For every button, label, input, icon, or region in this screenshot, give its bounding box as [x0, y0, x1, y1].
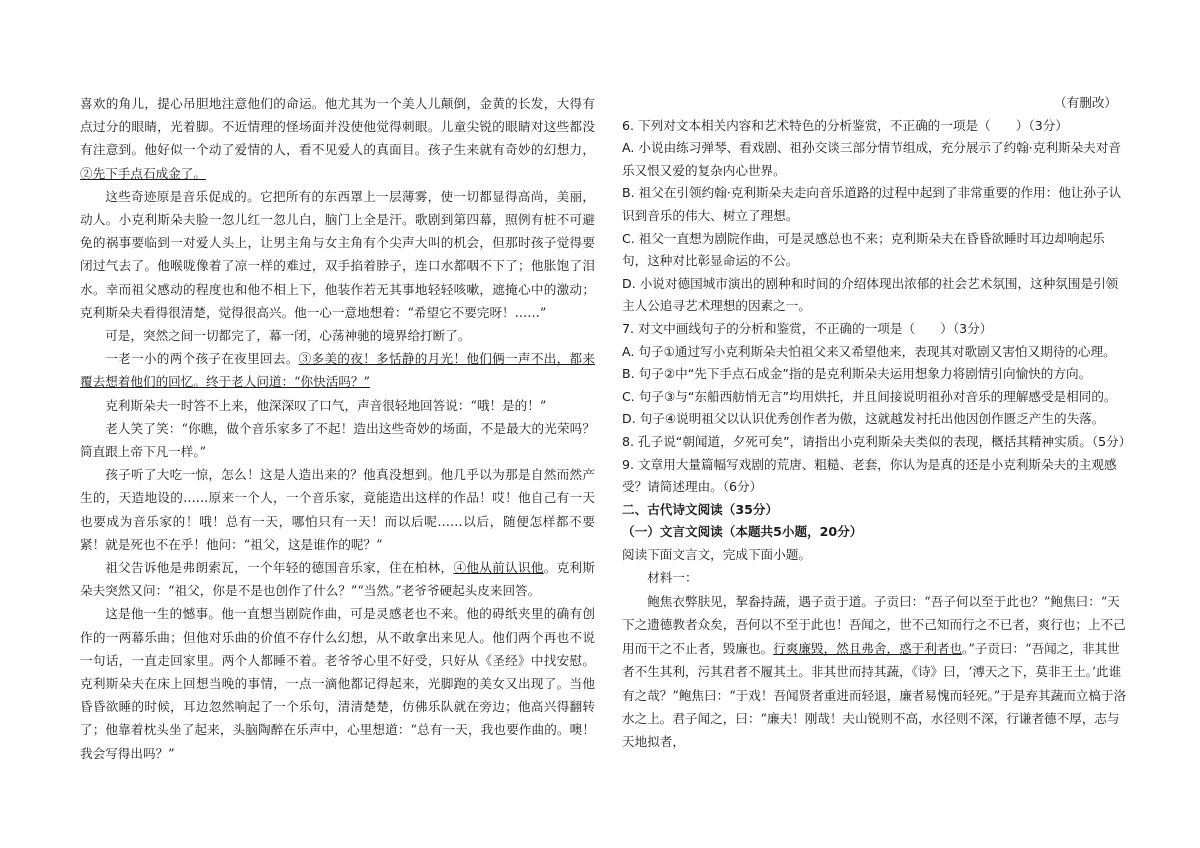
question-8: 8. 孔子说“朝闻道，夕死可矣”，请指出小克利斯朵夫类似的表现，概括其精神实质。（5分） — [622, 433, 1132, 449]
underlined-sentence-2: ②先下手点石成金了。 — [80, 165, 206, 181]
section-heading: 二、古代诗文阅读（35分） — [622, 501, 779, 517]
material-one-text: 鲍焦衣弊肤见，挈畚持蔬，遇子贡于道。子贡曰：“吾子何以至于此也？”鲍焦曰：“天下之遗德教者众矣，吾何以不至于此也！吾闻之，世不己知而行之不已者，爽行也；上不己用而干之不止者，毁廉也。行爽廉毁，然且弗舍，惑于利者也。”子贡曰：“吾闻之，非其世者不生其利，污其君者不履其土。非其世而持其蔬，《诗》曰，‘溥天之下，莫非王土。’此谁有之哉？”鲍焦曰：“于戏！吾闻贤者重进而轻退，廉者易愧而轻死。”于是弃其蔬而立槁于洛水之上。君子闻之，曰：“廉夫！刚哉！夫山锐则不高，水径则不深，行谦者德不厚，志与天地拟者， — [622, 593, 1127, 750]
question-6-option-d: D. 小说对德国城市演出的剧种和时间的介绍体现出浓郁的社会艺术氛围，这种氛围是引领主人公追寻艺术理想的因素之一。 — [622, 275, 1119, 314]
underlined-classical-sentence: 行爽廉毁，然且弗舍，惑于利者也 — [773, 640, 963, 656]
right-column — [622, 92, 1132, 754]
paragraph-9: 这是他一生的憾事。他一直想当剧院作曲，可是灵感老也不来。他的碍纸夹里的确有创作的一两幕乐曲；但他对乐曲的价值不存什么幻想，从不敢拿出来见人。他们两个再也不说一句话，一直走回家里。两个人都睡不着。老爷爷心里不好受，只好从《圣经》中找安慰。克利斯朵夫在床上回想当晚的事情，一点一滴他都记得起来，光脚跑的美女又出现了。当他昏昏欲睡的时候，耳边忽然响起了一个乐句，清清楚楚，仿佛乐队就在旁边；他高兴得翻转了；他靠着枕头坐了起来，头脑陶醉在乐声中，心里想道：“总有一天，我也要作曲的。噢！我会写得出吗？” — [80, 606, 595, 761]
paragraph-4: 一老一小的两个孩子在夜里回去。③多美的夜！多恬静的月光！他们俩一声不出，都来覆去想着他们的回忆。终于老人问道：“你快活吗？” — [80, 351, 596, 390]
paragraph-7: 孩子听了大吃一惊，怎么！这是人造出来的？他真没想到。他几乎以为那是自然而然产生的，天造地设的……原来一个人，一个音乐家，竟能造出这样的作品！哎！他自己有一天也要成为音乐家的！哦！总有一天，哪怕只有一天！而以后呢……以后，随便怎样都不要紧！就是死也不在乎！他问：“祖父，这是谁作的呢？” — [80, 467, 595, 552]
paragraph-8: 祖父告诉他是弗朗索瓦，一个年轻的德国音乐家，住在柏林，④他从前认识他。克利斯朵夫突然又问：“祖父，你是不是也创作了什么？”“当然。”老爷爷硬起头皮来回答。 — [80, 560, 596, 599]
question-6-option-c: C. 祖父一直想为剧院作曲，可是灵感总也不来；克利斯朵夫在昏昏欲睡时耳边却响起乐句，这种对比彰显命运的不公。 — [622, 230, 1105, 269]
question-9: 9. 文章用大量篇幅写戏剧的荒唐、粗糙、老套，你认为是真的还是小克利斯朵夫的主观感受？请简述理由。（6分） — [622, 456, 1117, 495]
paragraph-6: 老人笑了笑：“你瞧，做个音乐家多了不起！造出这些奇妙的场面，不是最大的光荣吗？简直跟上帝下凡一样。” — [80, 420, 595, 460]
underlined-sentence-3: ③多美的夜！多恬静的月光！他们俩一声不出，都来覆去想着他们的回忆。终于老人问道：“你快活吗？” — [80, 351, 596, 390]
question-6: 6. 下列对文本相关内容和艺术特色的分析鉴赏，不正确的一项是（ ）（3分） — [622, 117, 1068, 133]
paragraph-3: 可是，突然之间一切都完了，幕一闭，心荡神驰的境界给打断了。 — [105, 328, 471, 344]
question-7-option-d: D. 句子④说明祖父以认识优秀创作者为傲，这就越发衬托出他因创作匮乏产生的失落。 — [622, 411, 1105, 427]
question-7-option-a: A. 句子①通过写小克利斯朵夫怕祖父来又希望他来，表现其对歌剧又害怕又期待的心理。 — [622, 343, 1116, 359]
subsection-heading: （一）文言文阅读（本题共5小题，20分） — [622, 524, 863, 540]
question-7: 7. 对文中画线句子的分析和鉴赏，不正确的一项是（ ）（3分） — [622, 320, 993, 336]
paragraph-5: 克利斯朵夫一时答不上来，他深深叹了口气，声音很轻地回答说：“哦！是的！” — [105, 397, 547, 413]
underlined-sentence-4: ④他从前认识他 — [453, 560, 544, 576]
paragraph-2: 这些奇迹原是音乐促成的。它把所有的东西罩上一层薄雾，使一切都显得高尚，美丽，动人。小克利斯朵夫脸一忽儿红一忽儿白，脑门上全是汗。歌剧到第四幕，照例有桩不可避免的祸事要临到一对爱人头上，让男主角与女主角有个尖声大叫的机会，但那时孩子觉得要闭过气去了。他喉咙像着了凉一样的难过，双手掐着脖子，连口水都咽不下了；他胀饱了泪水。幸而祖父感动的程度也和他不相上下，他装作若无其事地轻轻咳嗽，遮掩心中的激动；克利斯朵夫看得很清楚，觉得很高兴。他一心一意地想着：“希望它不要完呀！……” — [80, 188, 595, 320]
question-6-option-a: A. 小说由练习弹琴、看戏剧、祖孙交谈三部分情节组成，充分展示了约翰·克利斯朵夫对音乐又恨又爱的复杂内心世界。 — [622, 140, 1121, 178]
reading-instruction: 阅读下面文言文，完成下面小题。 — [622, 546, 811, 562]
abridged-note: （有删改） — [1054, 95, 1117, 110]
paragraph-1: 喜欢的角儿，提心吊胆地注意他们的命运。他尤其为一个美人儿颠倒，金黄的长发，大得有点过分的眼睛，光着脚。不近情理的怪场面并没使他觉得刺眼。儿童尖锐的眼睛对这些都没有注意到。他好似一个动了爱情的人，看不见爱人的真面目。孩子生来就有奇妙的幻想力，②先下手点石成金了。 — [80, 96, 595, 181]
question-7-option-b: B. 句子②中“先下手点石成金”指的是克利斯朵夫运用想象力将剧情引向愉快的方向。 — [622, 366, 1092, 382]
question-6-option-b: B. 祖父在引领约翰·克利斯朵夫走向音乐道路的过程中起到了非常重要的作用：他让孙子认识到音乐的伟大、树立了理想。 — [622, 185, 1122, 223]
material-label: 材料一： — [647, 570, 698, 586]
left-column — [80, 92, 595, 765]
question-7-option-c: C. 句子③与“东船西舫悄无言”均用烘托，并且间接说明祖孙对音乐的理解感受是相同的。 — [622, 388, 1117, 404]
